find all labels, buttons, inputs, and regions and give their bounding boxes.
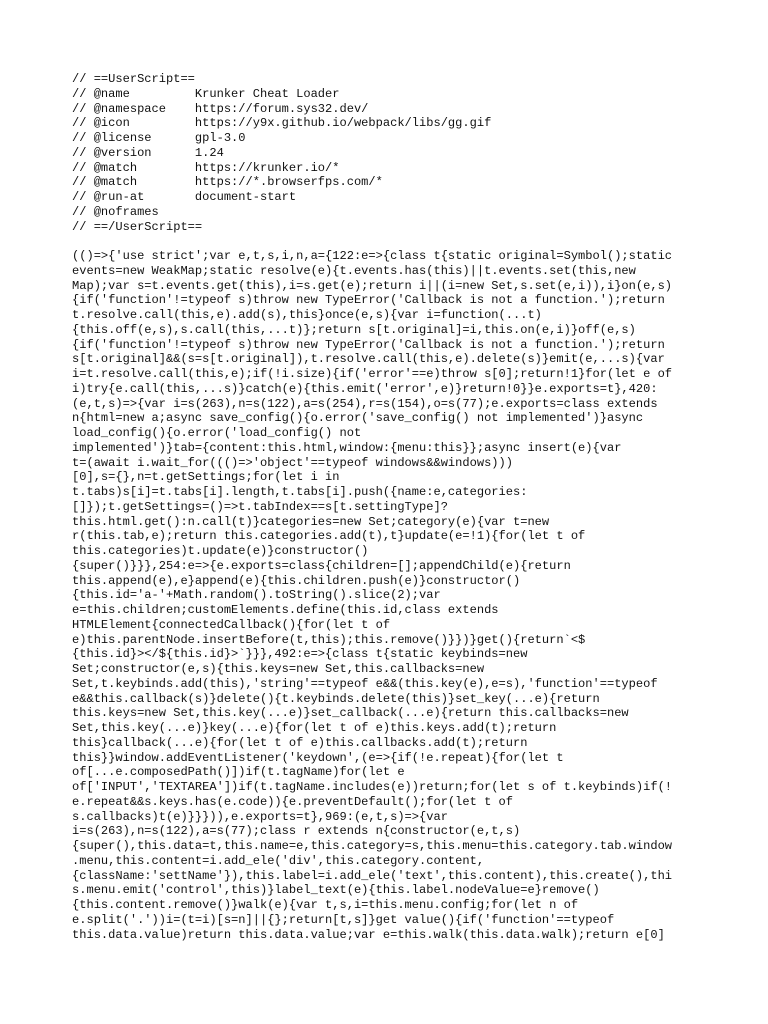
code-line: load_config(){o.error('load_config() not — [72, 426, 362, 440]
code-line: of[...e.composedPath()])if(t.tagName)for(let e — [72, 765, 405, 780]
header-line: // ==/UserScript== — [72, 219, 203, 234]
code-line: e.repeat&&s.keys.has(e.code)){e.preventDefault();for(let t of — [72, 794, 513, 809]
code-line: (()=>{'use strict';var e,t,s,i,n,a={122:e=>{class t{static original=Symbol();static — [72, 249, 673, 263]
code-line: t.tabs)s[i]=t.tabs[i].length,t.tabs[i].push({name:e,categories: — [72, 485, 528, 499]
code-line: (e,t,s)=>{var i=s(263),n=s(122),a=s(254),r=s(154),o=s(77);e.exports=class extends — [72, 396, 658, 411]
code-line: i)try{e.call(this,...s)}catch(e){this.emit('error',e)}return!0}}e.exports=t},420: — [72, 381, 658, 396]
header-line: // @version 1.24 — [72, 145, 224, 160]
userscript-header — [72, 72, 700, 234]
code-line: {super()}}},254:e=>{e.exports=class{children=[];appendChild(e){return — [72, 558, 571, 573]
header-line: // @icon https://y9x.github.io/webpack/libs/gg.gif — [72, 116, 492, 131]
code-line: implemented')}tab={content:this.html,window:{menu:this}};async insert(e){var — [72, 440, 622, 455]
code-line: {this.id='a-'+Math.random().toString().slice(2);var — [72, 588, 441, 603]
code-line: []});t.getSettings=()=>t.tabIndex==s[t.settingType]? — [72, 499, 448, 514]
code-line: i=s(263),n=s(122),a=s(77);class r extends n{constructor(e,t,s) — [72, 824, 521, 839]
code-line: t=(await i.wait_for((()=>'object'==typeof windows&&windows))) — [72, 455, 513, 470]
code-line: Map);var s=t.events.get(this),i=s.get(e);return i||(i=new Set,s.set(e,i)),i}on(e,s) — [72, 278, 673, 293]
code-line: Set,t.keybinds.add(this),'string'==typeof e&&(this.key(e),e=s),'function'==typeof — [72, 676, 658, 691]
code-line: this.append(e),e}append(e){this.children.push(e)}constructor() — [72, 573, 521, 588]
code-line: t.resolve.call(this,e).add(s),this}once(e,s){var i=function(...t) — [72, 308, 542, 322]
header-line: // @name Krunker Cheat Loader — [72, 86, 340, 101]
code-line: {if('function'!=typeof s)throw new TypeError('Callback is not a function.');return — [72, 337, 665, 352]
code-line: i=t.resolve.call(this,e);if(!i.size){if('error'==e)throw s[0];return!1}for(let e of — [72, 367, 673, 381]
code-line: events=new WeakMap;static resolve(e){t.events.has(this)||t.events.set(this,new — [72, 263, 636, 278]
code-line: n{html=new a;async save_config(){o.error('save_config() not implemented')}async — [72, 411, 644, 426]
code-line: {if('function'!=typeof s)throw new TypeError('Callback is not a function.');return — [72, 293, 665, 308]
code-line: this.keys=new Set,this.key(...e)}set_callback(...e){return this.callbacks=new — [72, 706, 629, 721]
header-line: // @match https://*.browserfps.com/* — [72, 175, 383, 190]
header-line: // ==UserScript== — [72, 72, 195, 86]
code-line: r(this.tab,e);return this.categories.add(t),t}update(e=!1){for(let t of — [72, 529, 586, 544]
header-line: // @namespace https://forum.sys32.dev/ — [72, 101, 369, 116]
code-line: e.split('.'))i=(t=i)[s=n]||{};return[t,s]}get value(){if('function'==typeof — [72, 912, 615, 927]
script-text — [72, 72, 700, 942]
header-line: // @license gpl-3.0 — [72, 131, 246, 145]
code-line: HTMLElement{connectedCallback(){for(let t of — [72, 617, 391, 632]
code-line: e&&this.callback(s)}delete(){t.keybinds.delete(this)}set_key(...e){return — [72, 691, 600, 706]
code-line: of['INPUT','TEXTAREA'])if(t.tagName.includes(e))return;for(let s of t.keybinds)if(! — [72, 780, 673, 794]
code-line: this.categories)t.update(e)}constructor() — [72, 544, 369, 558]
header-line: // @noframes — [72, 204, 159, 219]
code-line: s[t.original]&&(s=s[t.original]),t.resolve.call(this,e).delete(s)}emit(e,...s){var — [72, 352, 665, 367]
code-line: e)this.parentNode.insertBefore(t,this);this.remove()}})}get(){return`<$ — [72, 632, 586, 647]
code-line: {this.id}></${this.id}>`}}},492:e=>{class t{static keybinds=new — [72, 647, 528, 662]
code-line: s.callbacks)t(e)}}})),e.exports=t},969:(e,t,s)=>{var — [72, 809, 448, 824]
code-line: .menu,this.content=i.add_ele('div',this.category.content, — [72, 853, 485, 868]
code-line: s.menu.emit('control',this)}label_text(e){this.label.nodeValue=e}remove() — [72, 883, 600, 898]
blank-line — [72, 234, 700, 249]
code-line: e=this.children;customElements.define(this.id,class extends — [72, 603, 499, 617]
header-line: // @run-at document-start — [72, 190, 297, 204]
header-line: // @match https://krunker.io/* — [72, 160, 340, 175]
code-line: Set,this.key(...e)}key(...e){for(let t of e)this.keys.add(t);return — [72, 721, 557, 735]
code-line: {this.off(e,s),s.call(this,...t)};return s[t.original]=i,this.on(e,i)}off(e,s) — [72, 322, 636, 337]
code-line: {className:'settName'}),this.label=i.add_ele('text',this.content),this.create(),thi — [72, 868, 673, 883]
code-line: [0],s={},n=t.getSettings;for(let i in — [72, 470, 340, 485]
code-line: {super(),this.data=t,this.name=e,this.category=s,this.menu=this.category.tab.window — [72, 839, 673, 853]
code-line: Set;constructor(e,s){this.keys=new Set,this.callbacks=new — [72, 662, 485, 676]
code-line: {this.content.remove()}walk(e){var t,s,i=this.menu.config;for(let n of — [72, 898, 579, 912]
minified-code — [72, 249, 700, 942]
code-line: this}}window.addEventListener('keydown',(e=>{if(!e.repeat){for(let t — [72, 750, 564, 765]
code-line: this}callback(...e){for(let t of e)this.callbacks.add(t);return — [72, 735, 528, 750]
code-line: this.html.get():n.call(t)}categories=new Set;category(e){var t=new — [72, 514, 550, 529]
code-line: this.data.value)return this.data.value;var e=this.walk(this.data.walk);return e[0] — [72, 927, 665, 942]
